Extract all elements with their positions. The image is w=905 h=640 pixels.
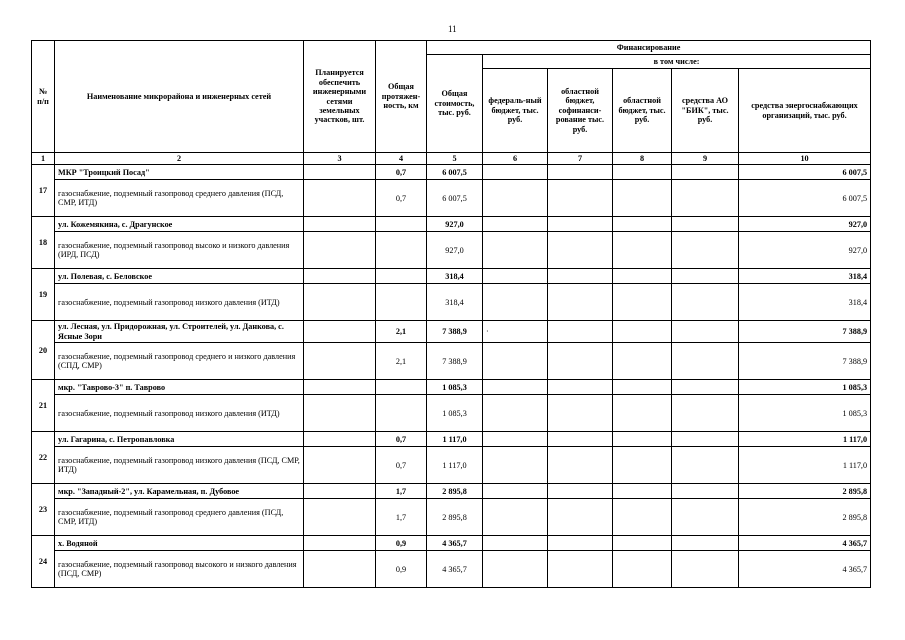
federal-cell [483,536,548,551]
cost-cell: 318,4 [427,284,483,321]
network-description: газоснабжение, подземный газопровод низкого давления (ИТД) [55,284,304,321]
table-row [32,232,871,269]
regional-cofin-cell [548,447,613,484]
cost-cell: 318,4 [427,269,483,284]
regional-cell [613,432,672,447]
object-name: х. Водяной [55,536,304,551]
table-row [32,180,871,217]
regional-cofin-cell [548,180,613,217]
network-description: газоснабжение, подземный газопровод среднего давления (ПСД, СМР, ИТД) [55,180,304,217]
regional-cell [613,217,672,232]
energy-cell: 318,4 [739,269,871,284]
plots-cell [304,499,376,536]
plots-cell [304,447,376,484]
regional-cell [613,321,672,343]
table-row [32,343,871,380]
length-cell: 1,7 [376,484,427,499]
plots-cell [304,321,376,343]
network-description: газоснабжение, подземный газопровод среднего давления (ПСД, СМР, ИТД) [55,499,304,536]
federal-cell [483,343,548,380]
energy-cell: 2 895,8 [739,499,871,536]
object-name: ул. Лесная, ул. Придорожная, ул. Строителей, ул. Данкова, с. Ясные Зори [55,321,304,343]
cost-cell: 1 085,3 [427,380,483,395]
row-number: 24 [32,536,55,588]
cost-cell: 4 365,7 [427,536,483,551]
table-row [32,432,871,447]
bik-cell [672,499,739,536]
table-row [32,165,871,180]
cost-cell: 1 117,0 [427,432,483,447]
header-no: № п/п [32,41,55,153]
object-name: ул. Гагарина, с. Петропавловка [55,432,304,447]
row-number: 18 [32,217,55,269]
energy-cell: 1 085,3 [739,380,871,395]
row-number: 19 [32,269,55,321]
regional-cell [613,165,672,180]
energy-cell: 4 365,7 [739,551,871,588]
energy-cell: 318,4 [739,284,871,321]
object-name: мкр. "Таврово-3" п. Таврово [55,380,304,395]
regional-cell [613,180,672,217]
plots-cell [304,536,376,551]
federal-cell [483,447,548,484]
federal-cell [483,395,548,432]
cost-cell: 6 007,5 [427,180,483,217]
header-regional: областной бюджет, тыс. руб. [613,69,672,153]
plots-cell [304,232,376,269]
bik-cell [672,536,739,551]
table-body [32,165,871,588]
network-description: газоснабжение, подземный газопровод низкого давления (ПСД, СМР, ИТД) [55,447,304,484]
plots-cell [304,343,376,380]
object-name: ул. Полевая, с. Беловское [55,269,304,284]
bik-cell [672,343,739,380]
federal-cell [483,484,548,499]
bik-cell [672,284,739,321]
regional-cell [613,343,672,380]
table-row [32,536,871,551]
regional-cofin-cell [548,499,613,536]
cost-cell: 6 007,5 [427,165,483,180]
cost-cell: 4 365,7 [427,551,483,588]
bik-cell [672,232,739,269]
header-plots: Планируется обеспечить инженерными сетями земельных участков, шт. [304,41,376,153]
row-number: 21 [32,380,55,432]
object-name: мкр. "Западный-2", ул. Карамельная, п. Дубовое [55,484,304,499]
header-financing: Финансирование [427,41,871,55]
cost-cell: 927,0 [427,217,483,232]
regional-cofin-cell [548,269,613,284]
plots-cell [304,395,376,432]
length-cell: 0,9 [376,551,427,588]
column-number-row [32,153,871,165]
federal-cell [483,180,548,217]
bik-cell [672,551,739,588]
plots-cell [304,432,376,447]
row-number: 22 [32,432,55,484]
regional-cofin-cell [548,232,613,269]
regional-cofin-cell [548,536,613,551]
regional-cofin-cell [548,343,613,380]
cost-cell: 927,0 [427,232,483,269]
table-row [32,395,871,432]
header-energy: средства энергоснабжающих организаций, тыс. руб. [739,69,871,153]
row-number: 20 [32,321,55,380]
length-cell: 0,7 [376,432,427,447]
federal-cell [483,284,548,321]
cost-cell: 2 895,8 [427,499,483,536]
table-row [32,284,871,321]
bik-cell [672,217,739,232]
federal-cell [483,432,548,447]
federal-cell [483,217,548,232]
header-federal: федераль-ный бюджет, тыс. руб. [483,69,548,153]
network-description: газоснабжение, подземный газопровод высоко и низкого давления (ИРД, ПСД) [55,232,304,269]
regional-cell [613,284,672,321]
energy-cell: 4 365,7 [739,536,871,551]
table-row [32,499,871,536]
network-description: газоснабжение, подземный газопровод высокого и низкого давления (ПСД, СМР) [55,551,304,588]
bik-cell [672,321,739,343]
length-cell [376,380,427,395]
bik-cell [672,380,739,395]
regional-cofin-cell [548,551,613,588]
object-name: ул. Кожемякина, с. Драгунское [55,217,304,232]
cost-cell: 2 895,8 [427,484,483,499]
column-number: 10 [739,153,871,165]
cost-cell: 7 388,9 [427,343,483,380]
regional-cofin-cell [548,395,613,432]
header-bik: средства АО "БИК", тыс. руб. [672,69,739,153]
energy-cell: 7 388,9 [739,343,871,380]
header-length: Общая протяжен-ность, км [376,41,427,153]
column-number: 3 [304,153,376,165]
network-description: газоснабжение, подземный газопровод низкого давления (ИТД) [55,395,304,432]
energy-cell: 1 117,0 [739,447,871,484]
regional-cofin-cell [548,484,613,499]
federal-cell [483,551,548,588]
bik-cell [672,484,739,499]
table-row [32,447,871,484]
length-cell: 2,1 [376,343,427,380]
regional-cell [613,447,672,484]
bik-cell [672,269,739,284]
length-cell: 2,1 [376,321,427,343]
regional-cofin-cell [548,165,613,180]
object-name: МКР "Троицкий Посад" [55,165,304,180]
federal-cell [483,165,548,180]
federal-cell [483,232,548,269]
column-number: 8 [613,153,672,165]
regional-cofin-cell [548,380,613,395]
regional-cell [613,380,672,395]
plots-cell [304,180,376,217]
plots-cell [304,484,376,499]
plots-cell [304,284,376,321]
bik-cell [672,395,739,432]
federal-cell [483,269,548,284]
column-number: 6 [483,153,548,165]
row-number: 17 [32,165,55,217]
regional-cell [613,232,672,269]
table-row [32,484,871,499]
length-cell: 0,7 [376,165,427,180]
bik-cell [672,447,739,484]
energy-cell: 7 388,9 [739,321,871,343]
regional-cell [613,551,672,588]
regional-cell [613,484,672,499]
header-including: в том числе: [483,55,871,69]
regional-cell [613,499,672,536]
length-cell [376,395,427,432]
length-cell [376,269,427,284]
length-cell: 0,9 [376,536,427,551]
length-cell [376,232,427,269]
header-name: Наименование микрорайона и инженерных сетей [55,41,304,153]
plots-cell [304,165,376,180]
length-cell: 1,7 [376,499,427,536]
plots-cell [304,217,376,232]
regional-cofin-cell [548,217,613,232]
header-cost: Общая стоимость, тыс. руб. [427,55,483,153]
table-row [32,269,871,284]
table-row [32,217,871,232]
bik-cell [672,432,739,447]
financing-table [31,40,871,588]
energy-cell: 927,0 [739,232,871,269]
regional-cell [613,395,672,432]
cost-cell: 1 085,3 [427,395,483,432]
energy-cell: 6 007,5 [739,180,871,217]
plots-cell [304,551,376,588]
energy-cell: 2 895,8 [739,484,871,499]
cost-cell: 7 388,9 [427,321,483,343]
table-row [32,551,871,588]
column-number: 5 [427,153,483,165]
page-number: 11 [448,24,457,34]
column-number: 2 [55,153,304,165]
federal-cell [483,380,548,395]
length-cell: 0,7 [376,180,427,217]
regional-cofin-cell [548,284,613,321]
regional-cell [613,536,672,551]
row-number: 23 [32,484,55,536]
column-number: 1 [32,153,55,165]
bik-cell [672,165,739,180]
bik-cell [672,180,739,217]
length-cell: 0,7 [376,447,427,484]
federal-cell: · [483,321,548,343]
table-row [32,380,871,395]
regional-cofin-cell [548,432,613,447]
network-description: газоснабжение, подземный газопровод среднего и низкого давления (СПД, СМР) [55,343,304,380]
column-number: 9 [672,153,739,165]
column-number: 4 [376,153,427,165]
energy-cell: 1 085,3 [739,395,871,432]
length-cell [376,217,427,232]
table-row [32,321,871,343]
energy-cell: 6 007,5 [739,165,871,180]
energy-cell: 1 117,0 [739,432,871,447]
plots-cell [304,380,376,395]
plots-cell [304,269,376,284]
column-number: 7 [548,153,613,165]
energy-cell: 927,0 [739,217,871,232]
cost-cell: 1 117,0 [427,447,483,484]
header-regional-cofin: областной бюджет, софинанси-рование тыс. руб. [548,69,613,153]
regional-cell [613,269,672,284]
regional-cofin-cell [548,321,613,343]
length-cell [376,284,427,321]
federal-cell [483,499,548,536]
